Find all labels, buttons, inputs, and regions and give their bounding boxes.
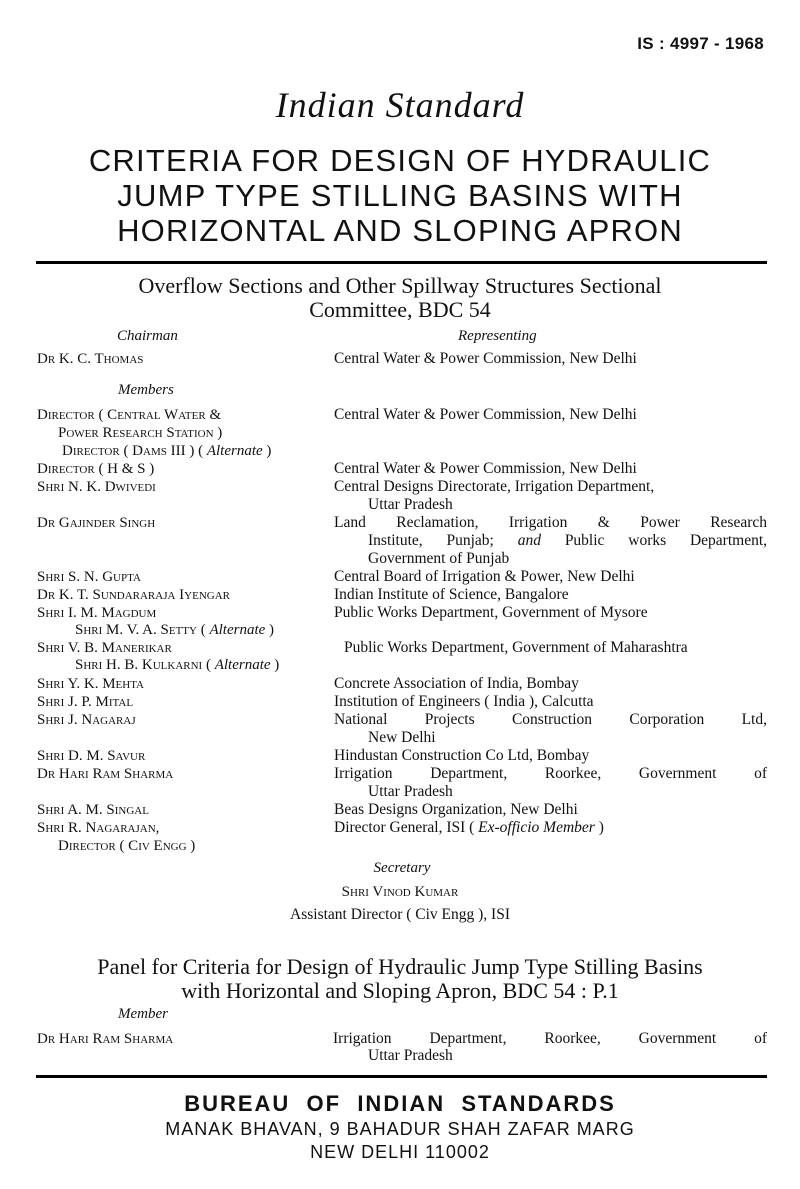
panel-name-line-1: Panel for Criteria for Design of Hydraulic Jump Type Stilling Basins	[97, 954, 703, 979]
member-rep-cont: Institute, Punjab; and Public works Department,	[368, 532, 768, 549]
chairman-name: Dr K. C. Thomas	[37, 351, 144, 367]
member-name: Shri A. M. Singal	[37, 802, 149, 818]
member-name: Shri D. M. Savur	[37, 748, 146, 764]
member-rep: Beas Designs Organization, New Delhi	[334, 801, 578, 818]
chairman-rep: Central Water & Power Commission, New Delhi	[334, 350, 637, 367]
member-name: Dr K. T. Sundararaja Iyengar	[37, 587, 231, 603]
member-name: Dr Gajinder Singh	[37, 515, 156, 531]
member-rep-cont: Government of Punjab	[368, 550, 510, 567]
member-name: Shri V. B. Manerikar	[37, 640, 172, 656]
member-rep-cont: New Delhi	[368, 729, 436, 746]
members-label: Members	[118, 382, 174, 398]
member-name: Shri S. N. Gupta	[37, 569, 141, 585]
standard-number: IS : 4997 - 1968	[637, 34, 764, 53]
member-name-cont: Director ( Civ Engg )	[58, 838, 196, 854]
secretary-label: Secretary	[373, 860, 431, 876]
bottom-divider	[36, 1075, 767, 1078]
alternate-row: Director ( Dams III ) ( Alternate )	[62, 443, 272, 459]
member-rep: Central Designs Directorate, Irrigation Department,	[334, 478, 655, 495]
alternate-row: Shri M. V. A. Setty ( Alternate )	[75, 622, 275, 638]
member-rep: National Projects Construction Corporation Ltd,	[334, 711, 767, 728]
member-rep: Central Water & Power Commission, New Delhi	[334, 460, 637, 477]
title-line-1: CRITERIA FOR DESIGN OF HYDRAULIC	[88, 143, 712, 178]
member-name: Shri J. P. Mital	[37, 694, 134, 710]
alternate-name: Shri M. V. A. Setty	[75, 622, 197, 638]
member-name: Dr Hari Ram Sharma	[37, 766, 174, 782]
secretary-title: Assistant Director ( Civ Engg ), ISI	[290, 906, 510, 923]
member-name: Director ( Central Water &	[37, 407, 222, 423]
member-name: Shri R. Nagarajan,	[37, 820, 160, 836]
member-rep: Director General, ISI ( Ex-officio Member )	[334, 819, 604, 836]
member-rep-cont: Uttar Pradesh	[368, 496, 453, 513]
alternate-label: Alternate	[214, 657, 271, 673]
alternate-name: Shri H. B. Kulkarni	[75, 657, 203, 673]
chairman-label: Chairman	[117, 328, 178, 344]
member-rep: Land Reclamation, Irrigation & Power Research	[334, 514, 767, 531]
panel-member-name: Dr Hari Ram Sharma	[37, 1031, 174, 1047]
panel-member-rep-cont: Uttar Pradesh	[368, 1047, 453, 1064]
committee-name-line-2: Committee, BDC 54	[309, 297, 491, 322]
member-rep: Central Water & Power Commission, New Delhi	[334, 406, 637, 423]
committee-name-line-1: Overflow Sections and Other Spillway Structures Sectional	[138, 273, 662, 298]
alternate-name: Director ( Dams III )	[62, 443, 195, 459]
member-rep: Concrete Association of India, Bombay	[334, 675, 579, 692]
member-name: Shri Y. K. Mehta	[37, 676, 144, 692]
bureau-name: BUREAU OF INDIAN STANDARDS	[184, 1091, 616, 1116]
member-rep: Public Works Department, Government of Mysore	[334, 604, 648, 621]
member-rep: Indian Institute of Science, Bangalore	[334, 586, 569, 603]
alternate-label: Alternate	[209, 622, 266, 638]
member-label: Member	[118, 1006, 168, 1022]
secretary-name: Shri Vinod Kumar	[341, 884, 459, 900]
member-rep: Institution of Engineers ( India ), Calcutta	[334, 693, 594, 710]
title-line-3: HORIZONTAL AND SLOPING APRON	[117, 213, 683, 248]
indian-standard-heading: Indian Standard	[275, 85, 525, 125]
member-rep: Irrigation Department, Roorkee, Government of	[334, 765, 767, 782]
member-rep: Hindustan Construction Co Ltd, Bombay	[334, 747, 590, 764]
member-name: Shri I. M. Magdum	[37, 605, 157, 621]
title-line-2: JUMP TYPE STILLING BASINS WITH	[117, 178, 683, 213]
member-name: Shri J. Nagaraj	[37, 712, 136, 728]
panel-member-rep: Irrigation Department, Roorkee, Government of	[333, 1030, 767, 1047]
member-rep-cont: Uttar Pradesh	[368, 783, 453, 800]
panel-name-line-2: with Horizontal and Sloping Apron, BDC 54 : P.1	[181, 978, 619, 1003]
member-rep: Public Works Department, Government of Maharashtra	[344, 639, 688, 656]
member-name: Shri N. K. Dwivedi	[37, 479, 156, 495]
address-line-1: MANAK BHAVAN, 9 BAHADUR SHAH ZAFAR MARG	[165, 1119, 635, 1139]
alternate-label: Alternate	[206, 443, 263, 459]
top-divider	[36, 261, 767, 264]
member-name: Director ( H & S )	[37, 461, 155, 477]
member-rep: Central Board of Irrigation & Power, New Delhi	[334, 568, 635, 585]
alternate-row: Shri H. B. Kulkarni ( Alternate )	[75, 657, 280, 673]
address-line-2: NEW DELHI 110002	[310, 1142, 490, 1162]
representing-label: Representing	[458, 328, 537, 344]
member-name-cont: Power Research Station )	[58, 425, 223, 441]
